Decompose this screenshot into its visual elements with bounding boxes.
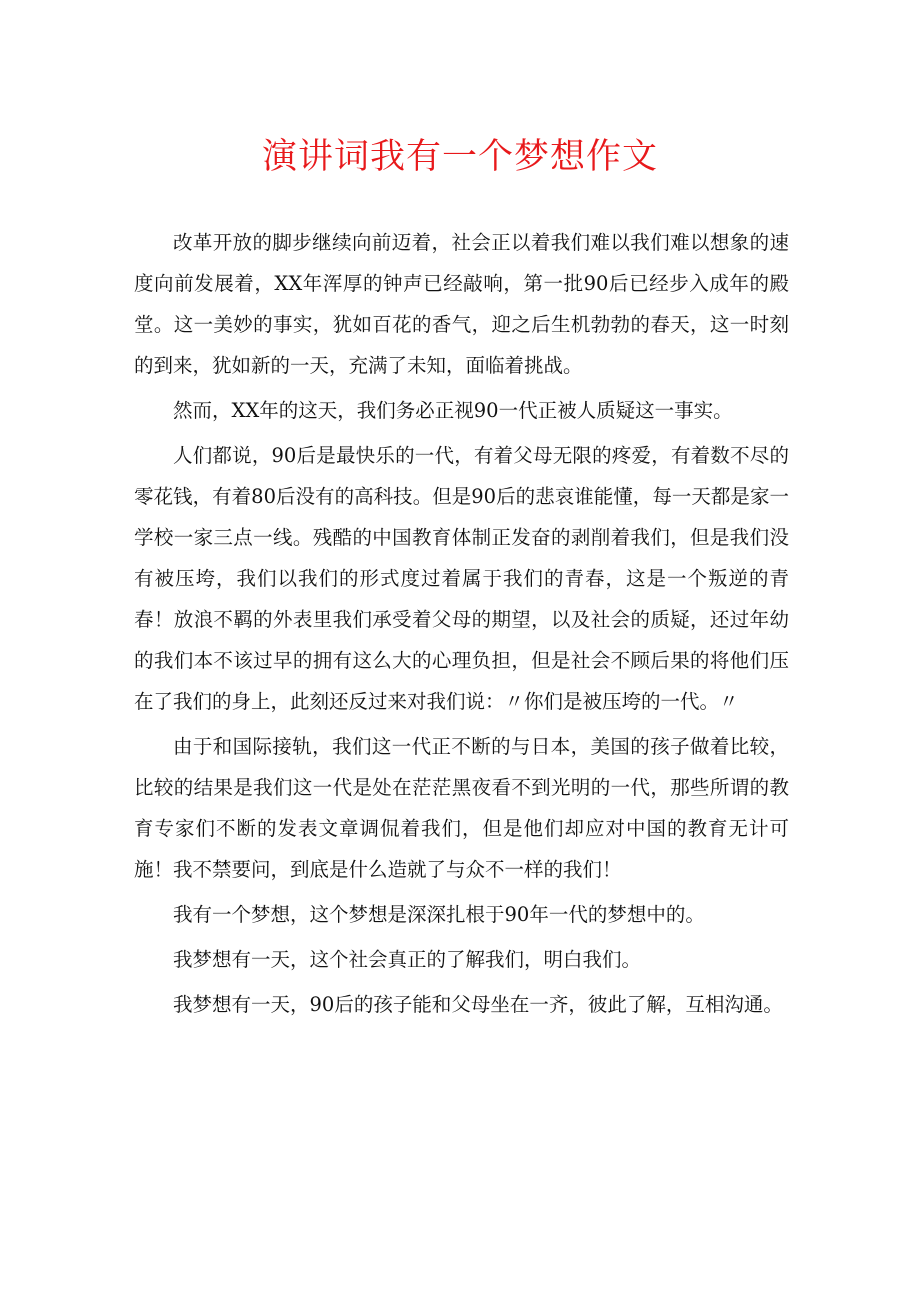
paragraph-7: 我梦想有一天，90后的孩子能和父母坐在一齐，彼此了解，互相沟通。 [173, 993, 783, 1016]
paragraph-2: 然而，XX年的这天，我们务必正视90一代正被人质疑这一事实。 [173, 399, 733, 422]
document-title: 演讲词我有一个梦想作文 [261, 137, 658, 177]
paragraph-3: 人们都说，90后是最快乐的一代，有着父母无限的疼爱，有着数不尽的零花钱，有着80后没有的高科技。但是90后的悲哀谁能懂，每一天都是家一学校一家三点一线。残酷的中国教育体制正发奋的剥削着我们，但是我们没有被压垮，我们以我们的形式度过着属于我们的青春，这是一个叛逆的青春！放浪不羁的外表里我们承受着父母的期望，以及社会的质疑，还过年幼的我们本不该过早的拥有这么大的心理负担，但是社会不顾后果的将他们压在了我们的身上，此刻还反过来对我们说：〃你们是被压垮的一代。〃 [134, 444, 789, 713]
paragraph-1: 改革开放的脚步继续向前迈着，社会正以着我们难以我们难以想象的速度向前发展着，XX年浑厚的钟声已经敲响，第一批90后已经步入成年的殿堂。这一美妙的事实，犹如百花的香气，迎之后生机勃勃的春天，这一时刻的到来，犹如新的一天，充满了未知，面临着挑战。 [134, 231, 789, 377]
paragraph-6: 我梦想有一天，这个社会真正的了解我们，明白我们。 [173, 948, 642, 971]
paragraph-5: 我有一个梦想，这个梦想是深深扎根于90年一代的梦想中的。 [173, 903, 705, 926]
paragraph-4: 由于和国际接轨，我们这一代正不断的与日本，美国的孩子做着比较，比较的结果是我们这一代是处在茫茫黑夜看不到光明的一代，那些所谓的教育专家们不断的发表文章调侃着我们，但是他们却应对中国的教育无计可施！我不禁要问，到底是什么造就了与众不一样的我们！ [134, 735, 789, 881]
document-body [134, 222, 789, 1025]
